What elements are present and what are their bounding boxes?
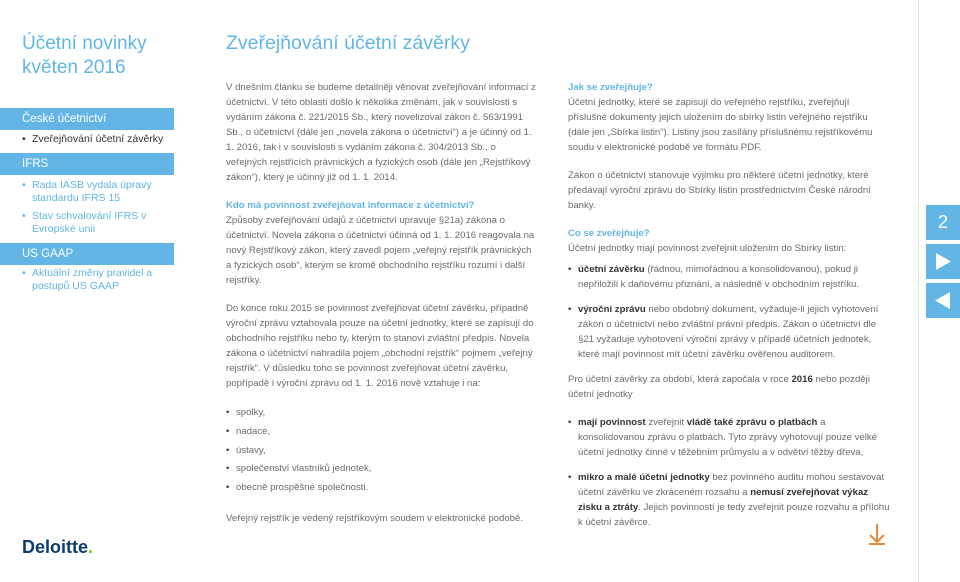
- list-item: • mikro a malé účetní jednotky bez povinného auditu mohou sestavovat účetní závěrku ve zkráceném rozsahu a nemusí zveřejňovat výkaz zisku a ztráty. Jejich povinností je tedy zveřejnit pouze rozvahu a přílohu k účetní závěrce.: [568, 470, 890, 530]
- intro-paragraph: V dnešním článku se budeme detailněji věnovat zveřejňování informací z účetnictví. V této oblasti došlo k několika změnám, jak v souvislosti s vydáním zákona č. 221/2015 Sb., který novelizoval zákon č. 563/1991 Sb., o účetnictví (dále jen „novela zákona o účetnictví“) a je účinný od 1. 1. 2016, tak i v souvislosti s vydáním zákona č. 304/2013 Sb., o veřejných rejstřících právnických a fyzických osob (dále jen „Rejstříkový zákon“), který je účinný již od 1. 1. 2014.: [226, 82, 536, 183]
- list-item: • společenství vlastníků jednotek,: [226, 460, 538, 479]
- list-item: • mají povinnost zveřejnit vládě také zprávu o platbách a konsolidovanou zprávu o platbách. Tyto zprávy vyhotovují pouze velké účetní jednotky činné v těžebním průmyslu a v odvětví těžby dřeva,: [568, 415, 890, 460]
- content-column-right: [568, 80, 890, 540]
- page-number: 2: [926, 205, 960, 240]
- sidebar: [0, 0, 174, 582]
- entity-list: [226, 404, 538, 498]
- period-list: [568, 415, 890, 530]
- paragraph-how: Účetní jednotky, které se zapisují do veřejného rejstříku, zveřejňují příslušné dokumenty jejich uložením do sbírky listin veřejného rejstříku (dále jen „Sbírka listin“). Listiny jsou zasílány příslušnému rejstříkovému soudu v elektronické podobě ve formátu PDF.: [568, 97, 873, 153]
- deloitte-logo[interactable]: Deloitte.: [22, 537, 94, 557]
- sidebar-item-usgaap-changes[interactable]: • Aktuální změny pravidel a postupů US GAAP: [22, 267, 153, 292]
- play-right-icon: [934, 252, 952, 271]
- content-column-left: [226, 80, 538, 539]
- what-list: [568, 262, 890, 362]
- previous-page-button[interactable]: [926, 283, 960, 318]
- paragraph-who: Způsoby zveřejňování údajů z účetnictví upravuje §21a) zákona o účetnictví. Novela zákona o účetnictví účinná od 1. 1. 2016 reagovala na nový Rejstříkový zákon, který zavedl pojem „veřejný rejstřík právnických a fyzických osob“, kterým se kromě obchodního rejstříku rozumí i další rejstříky.: [226, 215, 535, 286]
- paragraph-2015: Do konce roku 2015 se povinnost zveřejňovat účetní závěrku, případně výroční zprávu vztahovala pouze na účetní jednotky, které se zapisují do obchodního rejstříku nebo ty, kterým to stanoví zvláštní předpis. Novela zákona o účetnictví nahradila pojem „obchodní rejstřík“ pojmem „veřejný rejstřík“. V důsledku toho se povinnost zveřejňovat účetní závěrku, popřípadě i výroční zprávu od 1. 1. 2016 nově vztahuje i na:: [226, 303, 534, 389]
- page-title: Zveřejňování účetní závěrky: [226, 32, 470, 54]
- sidebar-item-ifrs15[interactable]: • Rada IASB vydala úpravy standardu IFRS 15: [22, 179, 152, 204]
- heading-who: Kdo má povinnost zveřejňovat informace z účetnictví?: [226, 200, 475, 211]
- heading-what: Co se zveřejňuje?: [568, 228, 650, 239]
- list-item: • účetní závěrku (řádnou, mimořádnou a konsolidovanou), pokud ji nepřiložili k daňovému přiznání, a následně v obchodním rejstříku.: [568, 262, 890, 292]
- sidebar-item-ifrs-eu[interactable]: • Stav schvalování IFRS v Evropské unii: [22, 210, 147, 235]
- heading-how: Jak se zveřejňuje?: [568, 82, 653, 93]
- list-item: • nadace,: [226, 423, 538, 442]
- divider: [918, 0, 919, 582]
- paragraph-end: Veřejný rejstřík je vedený rejstříkovým soudem v elektronické podobě.: [226, 512, 524, 524]
- list-item: • obecně prospěšné společnosti.: [226, 479, 538, 498]
- section-header-ifrs[interactable]: IFRS: [0, 153, 174, 175]
- section-header-czech[interactable]: České účetnictví: [0, 108, 174, 130]
- home-icon[interactable]: [866, 523, 888, 545]
- paragraph-what: Účetní jednotky mají povinnost zveřejnit uložením do Sbírky listin:: [568, 243, 847, 254]
- section-header-usgaap[interactable]: US GAAP: [0, 243, 174, 265]
- list-item: • výroční zprávu nebo obdobný dokument, vyžaduje-li jejich vyhotovení zákon o účetnictví nebo zvláštní právní předpis. Zákon o účetnictví dle §21 vyžaduje vyhotovení výroční zprávy v případě účetních jednotek, které mají povinnost mít účetní závěrku ověřenou auditorem.: [568, 302, 890, 362]
- list-item: • ústavy,: [226, 442, 538, 461]
- paragraph-period: Pro účetní závěrky za období, která započala v roce 2016 nebo později účetní jednotky: [568, 374, 870, 400]
- play-left-icon: [934, 291, 952, 310]
- sidebar-title: Účetní novinky květen 2016: [22, 33, 147, 78]
- sidebar-item-zverejnovani[interactable]: • Zveřejňování účetní závěrky: [22, 133, 164, 145]
- next-page-button[interactable]: [926, 244, 960, 279]
- list-item: • spolky,: [226, 404, 538, 423]
- paragraph-exception: Zákon o účetnictví stanovuje výjimku pro některé účetní jednotky, které předávají výroční zprávu do Sbírky listin prostřednictvím České národní banky.: [568, 170, 871, 211]
